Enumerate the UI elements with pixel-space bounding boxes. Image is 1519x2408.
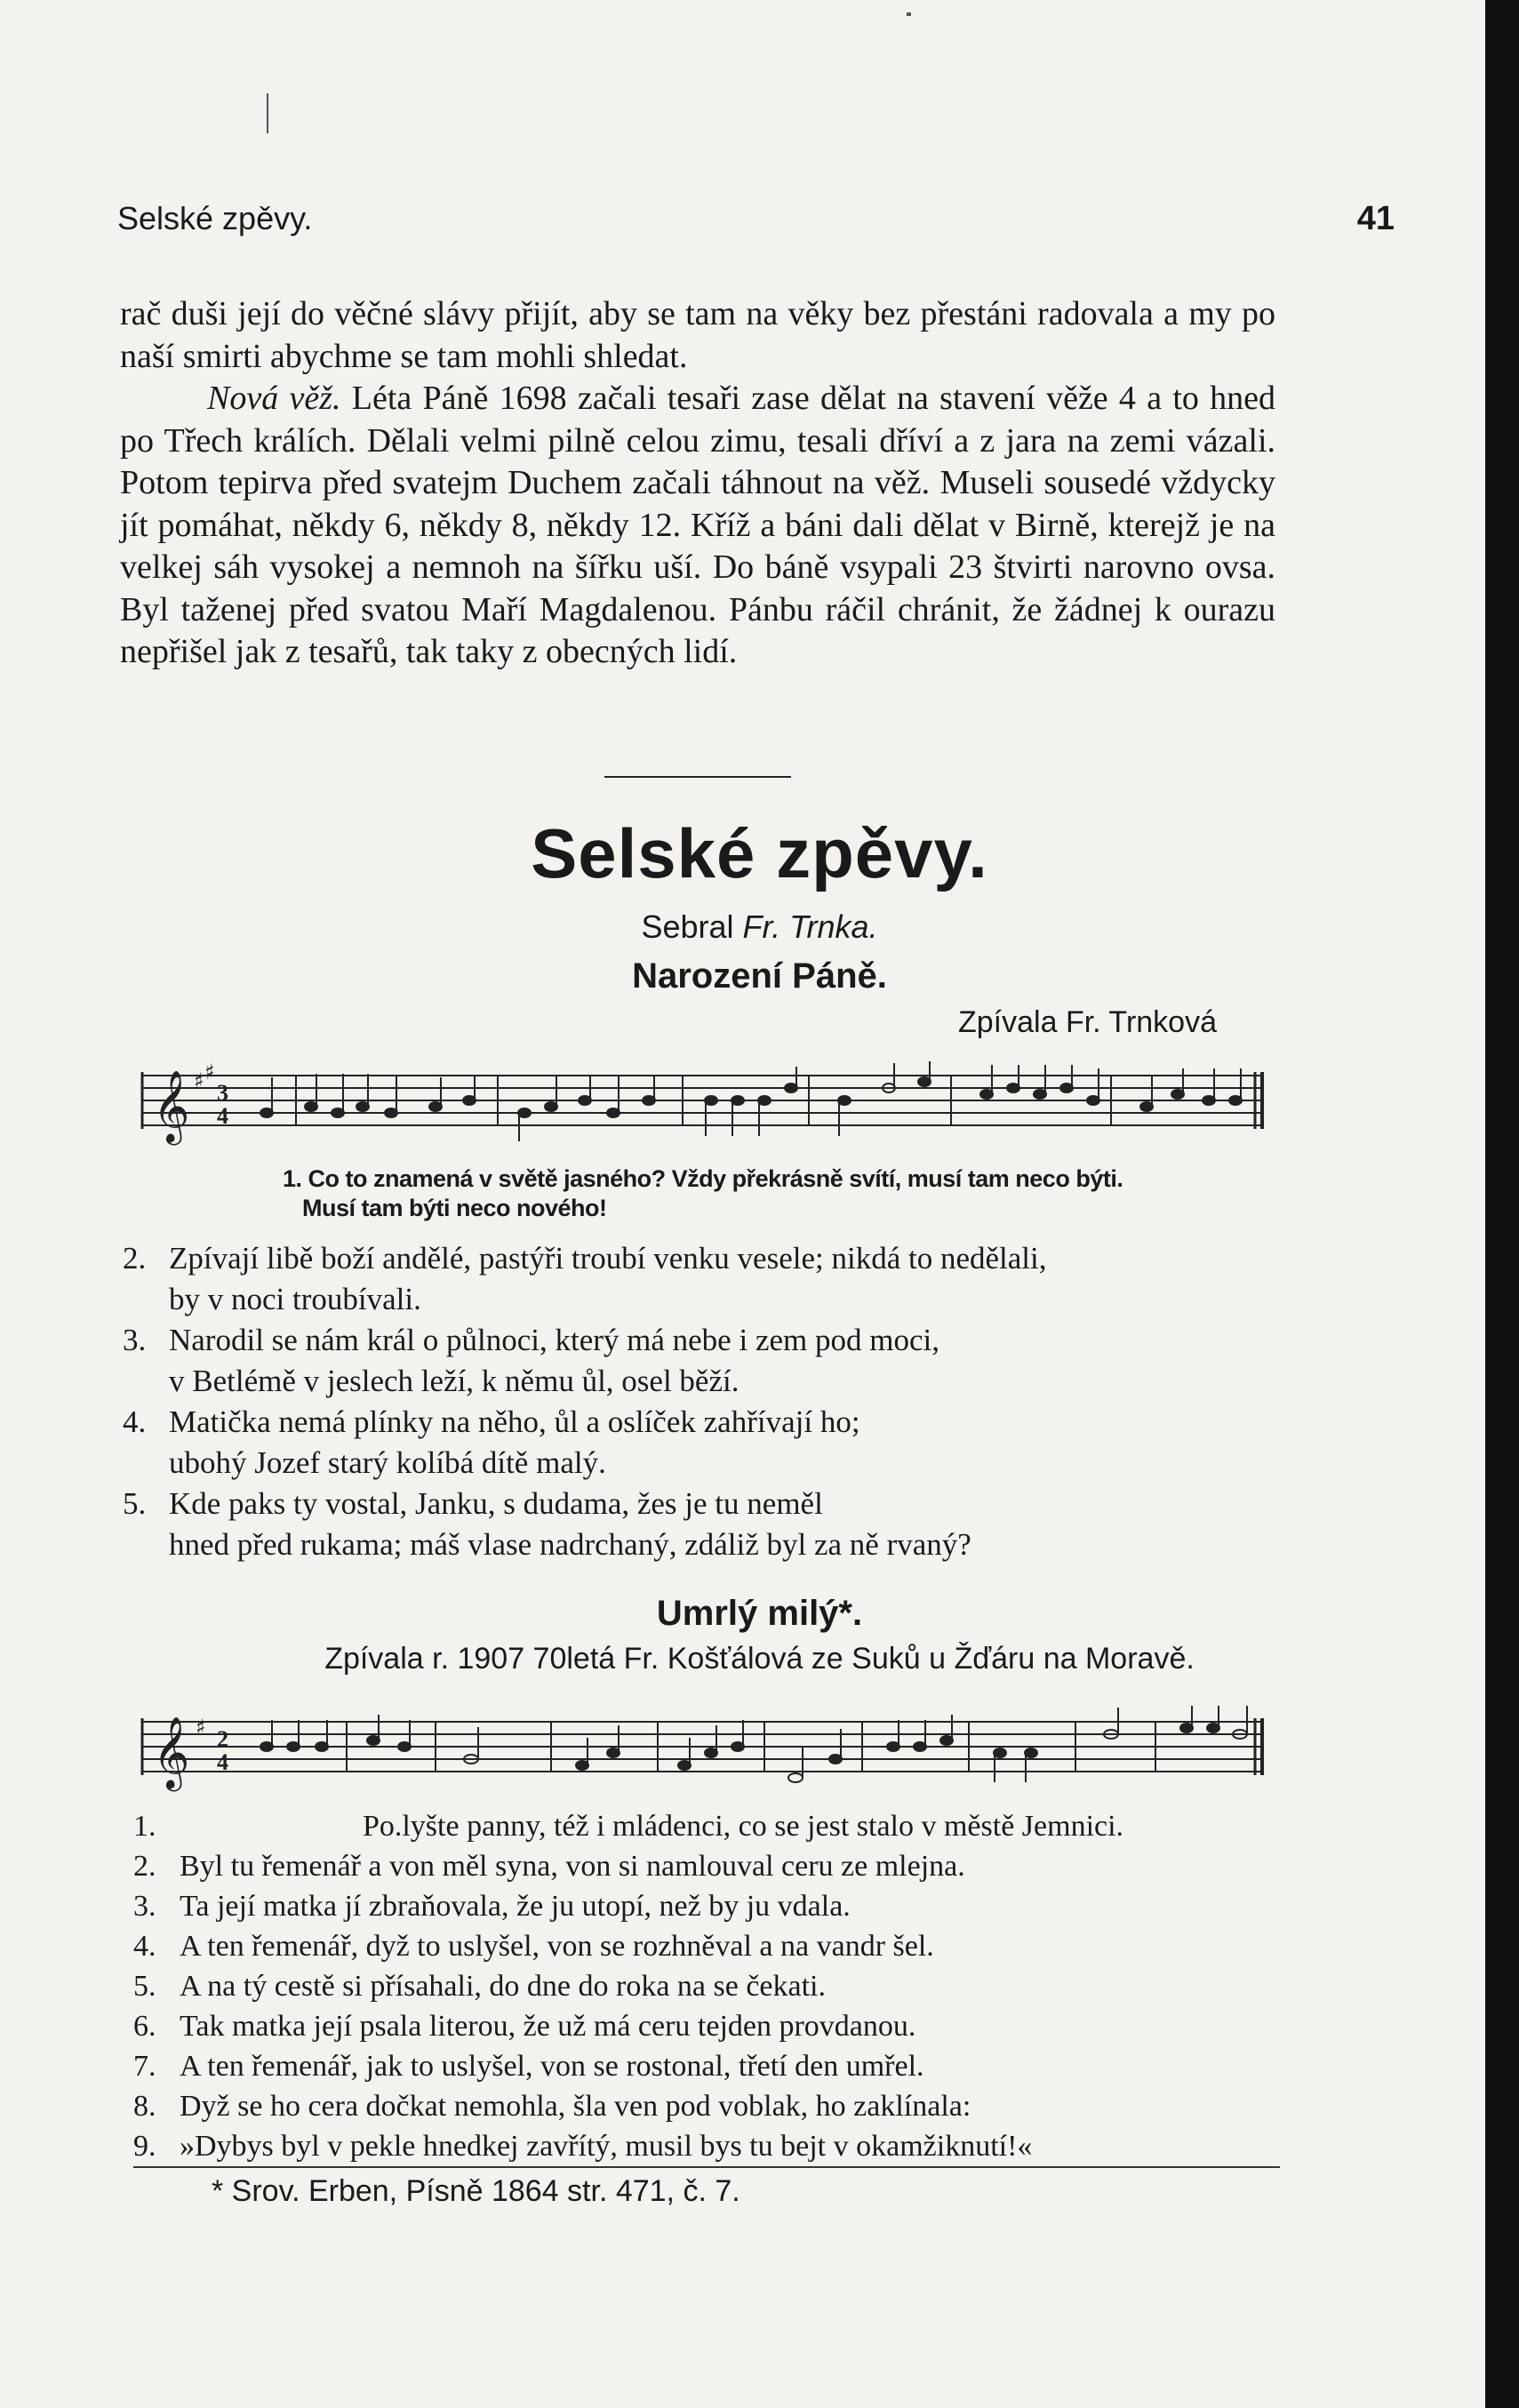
song2-music-staff [133, 1702, 1271, 1800]
scan-mark [267, 93, 268, 133]
verse-line: v Betlémě v jeslech leží, k němu ůl, osel běží. [169, 1364, 740, 1398]
song2-verse [133, 2126, 1307, 2166]
separator-rule [604, 776, 791, 778]
verse-line: Byl tu řemenář a von měl syna, von si namlouval ceru ze mlejna. [180, 1850, 965, 1883]
song1-lyric-line2: Musí tam býti neco nového! [302, 1195, 607, 1221]
footnote-rule [133, 2166, 1280, 2168]
svg-text:4: 4 [217, 1749, 228, 1775]
song2-verse [133, 1966, 1307, 2006]
verse-number: 3. [133, 1890, 156, 1923]
verse-line: by v noci troubívali. [169, 1282, 421, 1316]
verse-line: A na tý cestě si přísahali, do dne do roka na se čekati. [180, 1970, 826, 2003]
verse-line: »Dybys byl v pekle hnedkej zavřítý, musil bys tu bejt v okamžiknutí!« [180, 2130, 1033, 2163]
verse-line: A ten řemenář, dyž to uslyšel, von se rozhněval a na vandr šel. [180, 1930, 934, 1963]
song2-singer: Zpívala r. 1907 70letá Fr. Košťálová ze Suků u Žďáru na Moravě. [324, 1642, 1195, 1676]
verse-number: 2. [133, 1850, 156, 1883]
paragraph-nova-vez [120, 378, 1275, 674]
song2-verses [133, 1806, 1307, 2166]
song1-lyric-line1: 1. Co to znamená v světě jasného? Vždy překrásně svítí, musí tam neco býti. [283, 1165, 1123, 1192]
verse-number: 5. [123, 1486, 147, 1521]
verse-line: Dyž se ho cera dočkat nemohla, šla ven pod voblak, ho zaklínala: [180, 2090, 971, 2123]
svg-text:3: 3 [217, 1080, 228, 1106]
svg-text:2: 2 [217, 1726, 228, 1752]
verse-number: 2. [123, 1241, 147, 1276]
paragraph: rač duši její do věčné slávy přijít, aby se tam na věky bez přestáni radovala a my po naší smirti abychme se tam mohli shledat. [120, 295, 1275, 375]
song2-verse [133, 1886, 1307, 1926]
song2-verse [133, 2086, 1307, 2126]
song1-singer: Zpívala Fr. Trnková [958, 1005, 1217, 1039]
verse-number: 4. [123, 1404, 147, 1439]
collector-name: Fr. Trnka. [742, 908, 878, 945]
chronicle-text [120, 293, 1275, 674]
song2-verse [133, 1806, 1307, 1846]
svg-text:♯: ♯ [196, 1715, 206, 1740]
running-title: Selské zpěvy. [117, 200, 313, 236]
verse-number: 5. [133, 1970, 156, 2003]
verse-number: 9. [133, 2130, 156, 2163]
section-label-nova-vez: Nová věž. [207, 380, 341, 417]
svg-text:𝄞: 𝄞 [153, 1069, 190, 1142]
song2-verse [133, 2046, 1307, 2086]
verse-line: ubohý Jozef starý kolíbá dítě malý. [169, 1445, 606, 1480]
verse-number: 3. [123, 1323, 147, 1357]
verse-line: Po.lyšte panny, též i mládenci, co se jest stalo v městě Jemnici. [362, 1810, 1124, 1843]
running-head [117, 200, 1395, 253]
svg-text:♯: ♯ [204, 1060, 215, 1084]
collector-prefix: Sebral [641, 908, 734, 945]
song1-verse [123, 1320, 1296, 1402]
page-edge-shadow [1485, 0, 1519, 2408]
song1-music-staff [133, 1056, 1271, 1154]
verse-number: 6. [133, 2010, 156, 2043]
verse-line: Kde paks ty vostal, Janku, s dudama, žes je tu neměl [169, 1486, 823, 1521]
song2-verse [133, 1846, 1307, 1886]
song1-title: Narození Páně. [632, 956, 887, 996]
verse-number: 4. [133, 1930, 156, 1963]
verse-line: Tak matka její psala literou, že už má ceru tejden provdanou. [180, 2010, 916, 2043]
svg-text:♯: ♯ [194, 1068, 204, 1093]
collector-credit [0, 908, 1519, 946]
svg-text:4: 4 [217, 1103, 228, 1129]
verse-line: hned před rukama; máš vlase nadrchaný, zdáliž byl za ně rvaný? [169, 1527, 971, 1562]
svg-text:𝄞: 𝄞 [153, 1716, 190, 1788]
song1-verse [123, 1402, 1296, 1484]
song1-verses [123, 1238, 1296, 1565]
song2-verse [133, 1926, 1307, 1966]
song2-verse [133, 2006, 1307, 2046]
page-number: 41 [1356, 200, 1395, 237]
verse-number: 1. [133, 1810, 156, 1843]
verse-line: Narodil se nám král o půlnoci, který má nebe i zem pod moci, [169, 1323, 939, 1357]
section-title: Selské zpěvy. [531, 814, 988, 892]
verse-line: Zpívají libě boží andělé, pastýři troubí venku vesele; nikdá to nedělali, [169, 1241, 1047, 1276]
verse-line: Matička nemá plínky na něho, ůl a oslíček zahřívají ho; [169, 1404, 860, 1439]
nova-vez-text: Léta Páně 1698 začali tesaři zase dělat na stavení věže 4 a to hned po Třech králích. Dělali velmi pilně celou zimu, tesali dříví a z jara na zemi vázali. Potom tepirva před svatejm Duchem začali táhnout na věž. Museli sousedé vždycky jít pomáhat, někdy 6, někdy 8, někdy 12. Kříž a báni dali dělat v Birně, kterejž je na velkej sáh vysokej a nemnoh na šířku uší. Do báně vsypali 23 štvirti narovno ovsa. Byl taženej před svatou Maří Magdalenou. Pánbu ráčil chránit, že žádnej k ourazu nepřišel jak z tesařů, tak taky z obecných lidí. [120, 380, 1276, 670]
verse-number: 8. [133, 2090, 156, 2123]
verse-number: 7. [133, 2050, 156, 2083]
song1-verse [123, 1484, 1296, 1565]
song1-verse [123, 1238, 1296, 1320]
verse-line: Ta její matka jí zbraňovala, že ju utopí, než by ju vdala. [180, 1890, 851, 1923]
scan-mark [907, 12, 911, 16]
song2-title: Umrlý milý*. [656, 1594, 863, 1633]
verse-line: A ten řemenář, jak to uslyšel, von se rostonal, třetí den umřel. [180, 2050, 924, 2083]
footnote: * Srov. Erben, Písně 1864 str. 471, č. 7. [212, 2174, 740, 2208]
